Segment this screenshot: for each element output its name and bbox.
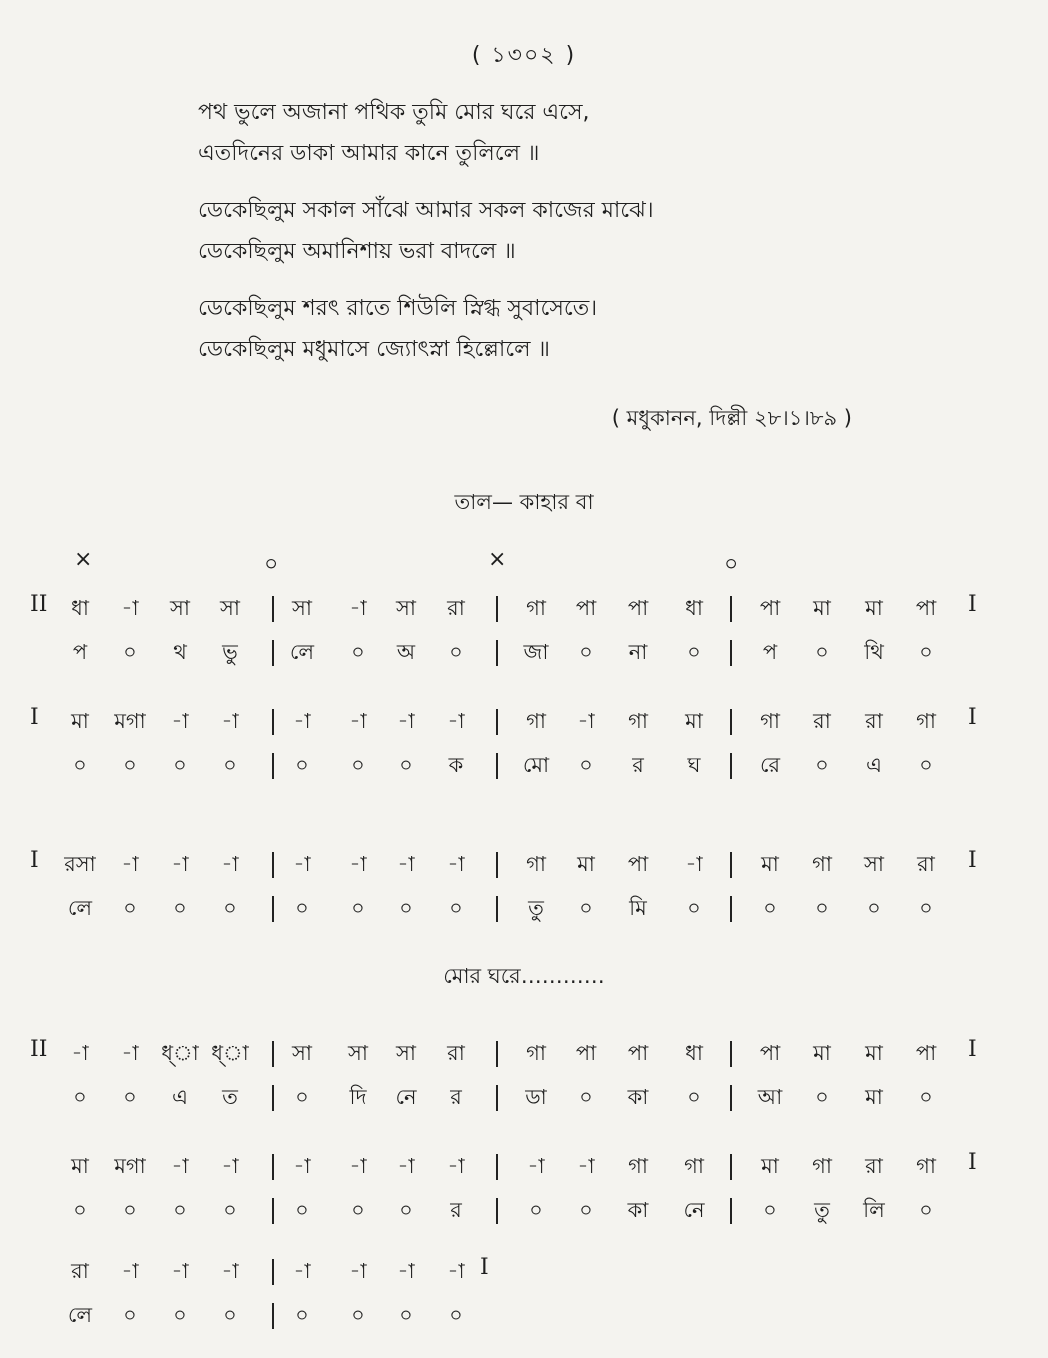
note: -া	[447, 852, 465, 876]
syllable: ০	[295, 753, 309, 777]
syllable: ০	[123, 896, 137, 920]
syllable: র	[632, 753, 644, 777]
note: পা	[575, 596, 597, 620]
note: ধা	[685, 596, 703, 620]
note: রা	[447, 1041, 465, 1065]
syllable: লি	[863, 1198, 885, 1222]
syllable: ০	[919, 640, 933, 664]
syllable-row	[0, 749, 1048, 789]
syllable: ০	[815, 1085, 829, 1109]
note: মা	[813, 596, 831, 620]
bar-line	[496, 1198, 498, 1224]
note: -া	[397, 709, 415, 733]
bar-symbol: I	[30, 848, 39, 873]
note: -া	[447, 1154, 465, 1178]
syllable: ০	[579, 753, 593, 777]
syllable: ০	[173, 1198, 187, 1222]
syllable: ০	[815, 896, 829, 920]
note: -া	[171, 709, 189, 733]
bar-line	[496, 852, 498, 878]
bar-symbol: I	[968, 1150, 977, 1175]
bar-symbol: II	[30, 1037, 48, 1062]
bar-line	[730, 896, 732, 922]
syllable: ০	[399, 1198, 413, 1222]
syllable: ০	[123, 753, 137, 777]
note: -া	[447, 1259, 465, 1283]
note: পা	[759, 596, 781, 620]
note: মগা	[114, 1154, 146, 1178]
note: -া	[221, 1154, 239, 1178]
syllable: ০	[173, 1303, 187, 1327]
syllable: ০	[351, 1198, 365, 1222]
syllable: ০	[919, 1085, 933, 1109]
note: -া	[171, 852, 189, 876]
bar-line	[496, 1085, 498, 1111]
syllable: ০	[919, 753, 933, 777]
notes-row	[0, 1255, 1048, 1295]
note: গা	[916, 709, 936, 733]
beat-mark: ×	[488, 547, 507, 572]
lyrics-line: ডেকেছিলুম মধুমাসে জ্যোৎস্না হিল্লোলে ॥	[198, 337, 550, 362]
syllable: অ	[396, 640, 416, 664]
notes-row	[0, 1150, 1048, 1190]
section-title: মোর ঘরে…………	[443, 964, 605, 988]
bar-line	[496, 640, 498, 666]
note: সা	[864, 852, 884, 876]
notes-row	[0, 848, 1048, 888]
note: রা	[865, 1154, 883, 1178]
lyrics-stanza	[198, 190, 654, 272]
note: -া	[577, 709, 595, 733]
syllable: কা	[627, 1198, 649, 1222]
note: -া	[121, 1259, 139, 1283]
syllable: জা	[523, 640, 549, 664]
lyrics-stanza	[198, 92, 654, 174]
syllable: প	[72, 640, 88, 664]
syllable: লে	[67, 1303, 93, 1327]
syllable: ০	[223, 1303, 237, 1327]
note: ধা	[685, 1041, 703, 1065]
note: সা	[292, 596, 312, 620]
syllable: ০	[223, 753, 237, 777]
note: মা	[761, 1154, 779, 1178]
place-date: ( মধুকানন, দিল্লী ২৮।১।৮৯ )	[611, 406, 852, 430]
syllable: ০	[763, 1198, 777, 1222]
syllable: ০	[815, 640, 829, 664]
syllable: ০	[579, 896, 593, 920]
bar-line	[496, 709, 498, 735]
syllable: ০	[867, 896, 881, 920]
syllable-row	[0, 636, 1048, 676]
lyrics-line: পথ ভুলে অজানা পথিক তুমি মোর ঘরে এসে,	[198, 100, 590, 125]
note: -া	[171, 1154, 189, 1178]
page-number: ( ১৩০২ )	[471, 43, 577, 68]
note: -া	[577, 1154, 595, 1178]
syllable: ০	[687, 896, 701, 920]
note: পা	[627, 1041, 649, 1065]
syllable: ০	[223, 896, 237, 920]
lyrics-stanza	[198, 288, 654, 370]
note: গা	[916, 1154, 936, 1178]
note: মা	[71, 1154, 89, 1178]
syllable: লে	[289, 640, 315, 664]
note: সা	[396, 1041, 416, 1065]
syllable: ০	[295, 1198, 309, 1222]
bar-line	[730, 1085, 732, 1111]
beat-mark: ০	[264, 552, 279, 577]
syllable: তু	[814, 1198, 830, 1222]
note: গা	[526, 1041, 546, 1065]
bar-symbol: I	[968, 592, 977, 617]
bar-line	[730, 1198, 732, 1224]
note: সা	[396, 596, 416, 620]
syllable: থ	[173, 640, 187, 664]
syllable: ০	[399, 1303, 413, 1327]
syllable: থি	[864, 640, 884, 664]
syllable: ০	[123, 1198, 137, 1222]
note: গা	[812, 1154, 832, 1178]
syllable: ডা	[525, 1085, 547, 1109]
note: গা	[760, 709, 780, 733]
syllable: ০	[73, 1085, 87, 1109]
syllable: ০	[399, 896, 413, 920]
syllable: ০	[73, 1198, 87, 1222]
syllable: ০	[351, 896, 365, 920]
syllable: ০	[919, 896, 933, 920]
note: রা	[71, 1259, 89, 1283]
note: মা	[685, 709, 703, 733]
note: পা	[759, 1041, 781, 1065]
note: -া	[293, 1154, 311, 1178]
syllable: ০	[815, 753, 829, 777]
syllable: আ	[757, 1085, 783, 1109]
note: পা	[627, 596, 649, 620]
note: সা	[348, 1041, 368, 1065]
bar-line	[496, 1041, 498, 1067]
note: -া	[221, 852, 239, 876]
syllable: ০	[399, 753, 413, 777]
syllable: না	[628, 640, 648, 664]
bar-line	[730, 852, 732, 878]
taal-title: তাল— কাহার বা	[454, 490, 594, 514]
note: পা	[575, 1041, 597, 1065]
syllable: র	[450, 1198, 462, 1222]
notes-row	[0, 1037, 1048, 1077]
note: মা	[865, 1041, 883, 1065]
syllable: ০	[173, 753, 187, 777]
syllable: ০	[123, 1303, 137, 1327]
note: গা	[684, 1154, 704, 1178]
note: মা	[71, 709, 89, 733]
syllable: ০	[579, 1085, 593, 1109]
syllable: ত	[222, 1085, 238, 1109]
note: -া	[685, 852, 703, 876]
note: সা	[292, 1041, 312, 1065]
syllable: ০	[351, 640, 365, 664]
syllable: ঘ	[687, 753, 701, 777]
note: -া	[349, 709, 367, 733]
note: -া	[293, 1259, 311, 1283]
note: -া	[221, 709, 239, 733]
syllable: নে	[395, 1085, 417, 1109]
bar-line	[496, 896, 498, 922]
syllable: ০	[449, 896, 463, 920]
note: -া	[447, 709, 465, 733]
syllable: ক	[448, 753, 464, 777]
syllable: ০	[579, 1198, 593, 1222]
syllable: ০	[919, 1198, 933, 1222]
note: গা	[628, 709, 648, 733]
bar-line	[496, 596, 498, 622]
syllable: কা	[627, 1085, 649, 1109]
syllable: ০	[295, 896, 309, 920]
bar-symbol: II	[30, 592, 48, 617]
note: গা	[526, 709, 546, 733]
notes-row	[0, 705, 1048, 745]
syllable: ০	[449, 1303, 463, 1327]
bar-line	[730, 596, 732, 622]
syllable: প	[762, 640, 778, 664]
note: মগা	[114, 709, 146, 733]
syllable: ০	[529, 1198, 543, 1222]
note: -া	[121, 1041, 139, 1065]
note: -া	[349, 1259, 367, 1283]
syllable: ০	[173, 896, 187, 920]
bar-line	[730, 640, 732, 666]
syllable-row	[0, 1299, 1048, 1339]
note: -া	[349, 1154, 367, 1178]
syllable: ০	[579, 640, 593, 664]
syllable-row	[0, 1194, 1048, 1234]
note: -া	[171, 1259, 189, 1283]
note: ধ্া	[211, 1041, 249, 1065]
syllable: মা	[865, 1085, 883, 1109]
note: -া	[293, 709, 311, 733]
note: -া	[121, 852, 139, 876]
beat-mark: ×	[74, 547, 93, 572]
syllable: এ	[866, 753, 882, 777]
note: ধ্া	[161, 1041, 199, 1065]
note: পা	[627, 852, 649, 876]
syllable-row	[0, 1081, 1048, 1121]
note: সা	[220, 596, 240, 620]
syllable: ০	[295, 1085, 309, 1109]
lyrics-line: এতদিনের ডাকা আমার কানে তুলিলে ॥	[198, 141, 540, 166]
syllable: ০	[223, 1198, 237, 1222]
note: -া	[527, 1154, 545, 1178]
bar-line	[730, 709, 732, 735]
note: ধা	[71, 596, 89, 620]
syllable-row	[0, 892, 1048, 932]
bar-line	[730, 1154, 732, 1180]
note: -া	[221, 1259, 239, 1283]
bar-symbol: I	[30, 705, 39, 730]
syllable: মো	[522, 753, 550, 777]
bar-line	[730, 1041, 732, 1067]
note: গা	[526, 596, 546, 620]
song-lyrics	[198, 92, 654, 386]
note: -া	[349, 852, 367, 876]
syllable: ০	[73, 753, 87, 777]
note: সা	[170, 596, 190, 620]
syllable: ০	[351, 1303, 365, 1327]
syllable: ০	[351, 753, 365, 777]
syllable: ০	[687, 640, 701, 664]
syllable: ০	[123, 640, 137, 664]
syllable: লে	[67, 896, 93, 920]
note: রা	[447, 596, 465, 620]
bar-line	[730, 753, 732, 779]
beat-mark: ০	[724, 552, 739, 577]
syllable: তু	[528, 896, 544, 920]
note: -া	[397, 1259, 415, 1283]
bar-symbol: I	[968, 705, 977, 730]
syllable: র	[450, 1085, 462, 1109]
bar-symbol: I	[968, 848, 977, 873]
bar-symbol: I	[968, 1037, 977, 1062]
syllable: ০	[763, 896, 777, 920]
syllable: এ	[172, 1085, 188, 1109]
syllable: রে	[759, 753, 781, 777]
syllable: ০	[449, 640, 463, 664]
lyrics-line: ডেকেছিলুম সকাল সাঁঝে আমার সকল কাজের মাঝে।	[198, 198, 654, 223]
syllable: মি	[629, 896, 647, 920]
syllable: ০	[295, 1303, 309, 1327]
note: মা	[761, 852, 779, 876]
lyrics-line: ডেকেছিলুম অমানিশায় ভরা বাদলে ॥	[198, 239, 516, 264]
note: মা	[577, 852, 595, 876]
note: মা	[813, 1041, 831, 1065]
note: পা	[915, 596, 937, 620]
note: -া	[397, 852, 415, 876]
notes-row	[0, 592, 1048, 632]
note: গা	[812, 852, 832, 876]
syllable: দি	[349, 1085, 367, 1109]
note: -া	[71, 1041, 89, 1065]
syllable: নে	[683, 1198, 705, 1222]
syllable: ০	[687, 1085, 701, 1109]
note: গা	[526, 852, 546, 876]
note: -া	[121, 596, 139, 620]
bar-line	[496, 1154, 498, 1180]
note: গা	[628, 1154, 648, 1178]
syllable: ভু	[222, 640, 238, 664]
lyrics-line: ডেকেছিলুম শরৎ রাতে শিউলি স্নিগ্ধ সুবাসেতে।	[198, 296, 598, 321]
note: রা	[917, 852, 935, 876]
note: -া	[397, 1154, 415, 1178]
bar-symbol: I	[480, 1255, 489, 1280]
note: -া	[349, 596, 367, 620]
note: রা	[865, 709, 883, 733]
bar-line	[496, 753, 498, 779]
syllable: ০	[123, 1085, 137, 1109]
note: -া	[293, 852, 311, 876]
note: মা	[865, 596, 883, 620]
note: রা	[813, 709, 831, 733]
note: রসা	[64, 852, 96, 876]
note: পা	[915, 1041, 937, 1065]
